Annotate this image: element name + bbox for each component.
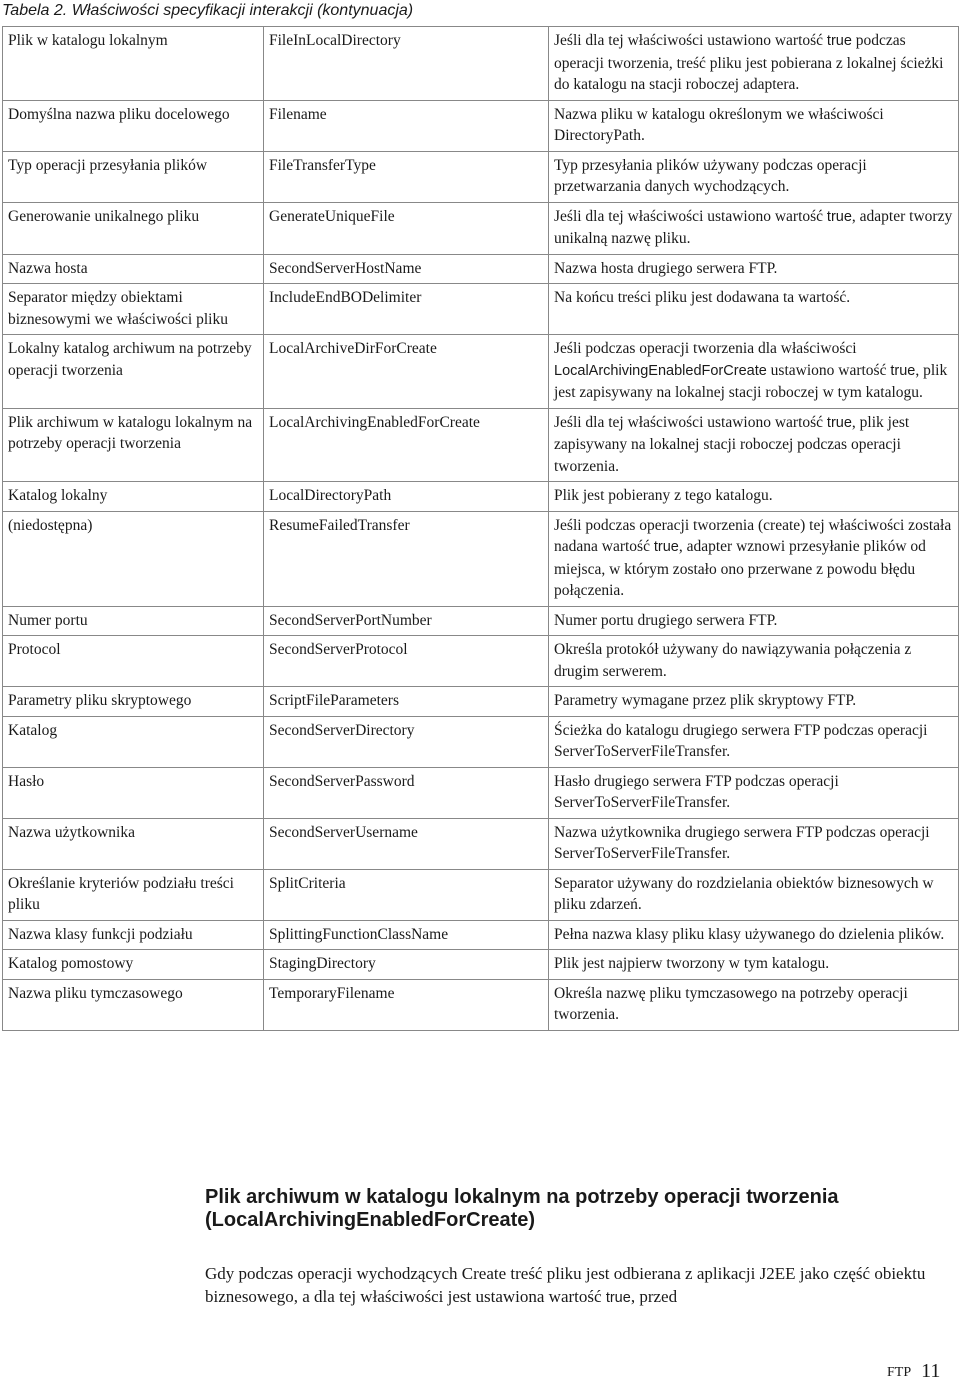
text-run: Ścieżka do katalogu drugiego serwera FTP podczas operacji ServerToServerFileTransfer. <box>554 721 928 760</box>
property-display-name: Parametry pliku skryptowego <box>3 687 264 717</box>
property-display-name: Hasło <box>3 767 264 818</box>
property-display-name: Numer portu <box>3 606 264 636</box>
property-description <box>549 335 959 409</box>
text-run: Plik jest najpierw tworzony w tym katalogu. <box>554 955 830 972</box>
text-run: , przed <box>630 1287 678 1306</box>
property-display-name: Typ operacji przesyłania plików <box>3 151 264 202</box>
specification-properties-table <box>2 26 959 1031</box>
property-identifier: GenerateUniqueFile <box>264 202 549 254</box>
property-description <box>549 27 959 101</box>
property-description <box>549 716 959 767</box>
property-description <box>549 408 959 482</box>
code-term: true <box>826 33 852 49</box>
text-run: Jeśli dla tej właściwości ustawiono wartość <box>554 32 827 49</box>
text-run: Na końcu treści pliku jest dodawana ta wartość. <box>554 289 851 306</box>
text-run: ustawiono wartość <box>766 361 891 379</box>
property-identifier: SplittingFunctionClassName <box>264 920 549 950</box>
property-display-name: Nazwa hosta <box>3 254 264 284</box>
property-identifier: ResumeFailedTransfer <box>264 511 549 606</box>
property-display-name: Katalog lokalny <box>3 482 264 512</box>
property-identifier: SecondServerPortNumber <box>264 606 549 636</box>
property-identifier: SecondServerDirectory <box>264 716 549 767</box>
property-display-name: Protocol <box>3 636 264 687</box>
text-run: Gdy podczas operacji wychodzących Create treść pliku jest odbierana z aplikacji J2EE jako część obiektu biznesowego, a dla tej właściwości jest ustawiona wartość <box>205 1264 926 1306</box>
text-run: , adapter tworzy unikalną nazwę pliku. <box>554 207 953 247</box>
section-heading: Plik archiwum w katalogu lokalnym na potrzeby operacji tworzenia (LocalArchivingEnabledForCreate) <box>205 1186 839 1231</box>
property-identifier: SecondServerPassword <box>264 767 549 818</box>
property-identifier: IncludeEndBODelimiter <box>264 284 549 335</box>
text-run: Plik jest pobierany z tego katalogu. <box>554 487 773 504</box>
text-run: Pełna nazwa klasy pliku klasy używanego do dzielenia plików. <box>554 925 945 943</box>
text-run: , plik jest zapisywany na lokalnej stacji roboczej w tym katalogu. <box>554 361 948 401</box>
table-row <box>3 869 959 920</box>
property-display-name: Lokalny katalog archiwum na potrzeby operacji tworzenia <box>3 335 264 409</box>
property-identifier: SecondServerUsername <box>264 818 549 869</box>
property-description <box>549 636 959 687</box>
table-caption: Tabela 2. Właściwości specyfikacji interakcji (kontynuacja) <box>2 2 414 19</box>
text-run: Nazwa pliku w katalogu określonym we właściwości DirectoryPath. <box>554 105 884 144</box>
table-row <box>3 335 959 409</box>
code-term: LocalArchivingEnabledForCreate <box>554 362 767 379</box>
property-description <box>549 151 959 202</box>
code-term: true <box>826 208 852 225</box>
property-display-name: Separator między obiektami biznesowymi we właściwości pliku <box>3 284 264 335</box>
text-run: , plik jest zapisywany na lokalnej stacji roboczej podczas operacji tworzenia. <box>554 413 910 475</box>
table-row <box>3 687 959 717</box>
table-row <box>3 511 959 606</box>
property-description <box>549 818 959 869</box>
property-display-name: Generowanie unikalnego pliku <box>3 202 264 254</box>
property-identifier: LocalArchiveDirForCreate <box>264 335 549 409</box>
property-display-name: (niedostępna) <box>3 511 264 606</box>
table-body <box>3 27 959 1031</box>
table-row <box>3 151 959 202</box>
table-row <box>3 100 959 151</box>
table-row <box>3 606 959 636</box>
table-row <box>3 716 959 767</box>
table-row <box>3 950 959 980</box>
property-description <box>549 687 959 717</box>
table-row <box>3 284 959 335</box>
code-term: true <box>890 362 916 379</box>
property-display-name: Plik archiwum w katalogu lokalnym na potrzeby operacji tworzenia <box>3 408 264 482</box>
property-description <box>549 869 959 920</box>
text-run: Nazwa hosta drugiego serwera FTP. <box>554 259 778 277</box>
property-description <box>549 284 959 335</box>
text-run: Separator używany do rozdzielania obiektów biznesowych w pliku zdarzeń. <box>554 874 934 913</box>
property-display-name: Określanie kryteriów podziału treści pliku <box>3 869 264 920</box>
text-run: Numer portu drugiego serwera FTP. <box>554 611 778 629</box>
text-run: Jeśli dla tej właściwości ustawiono wartość <box>554 413 827 431</box>
property-identifier: StagingDirectory <box>264 950 549 980</box>
text-run: Typ przesyłania plików używany podczas operacji przetwarzania danych wychodzących. <box>554 156 867 195</box>
text-run: , adapter wznowi przesyłanie plików od miejsca, w którym zostało ono przerwane z powodu błędu połączenia. <box>554 538 926 599</box>
page-number: 11 <box>921 1360 941 1382</box>
table-row <box>3 636 959 687</box>
property-display-name: Plik w katalogu lokalnym <box>3 27 264 101</box>
property-description <box>549 511 959 606</box>
property-description <box>549 254 959 284</box>
section-paragraph <box>205 1262 945 1310</box>
property-description <box>549 100 959 151</box>
property-identifier: TemporaryFilename <box>264 979 549 1030</box>
property-display-name: Nazwa klasy funkcji podziału <box>3 920 264 950</box>
property-identifier: LocalArchivingEnabledForCreate <box>264 408 549 482</box>
code-term: true <box>605 1290 631 1306</box>
text-run: podczas operacji tworzenia, treść pliku jest pobierana z lokalnej ścieżki do katalogu na stacji roboczej adaptera. <box>554 32 944 93</box>
property-description <box>549 979 959 1030</box>
page-footer <box>887 1360 940 1383</box>
property-display-name: Domyślna nazwa pliku docelowego <box>3 100 264 151</box>
table-row <box>3 979 959 1030</box>
property-display-name: Nazwa pliku tymczasowego <box>3 979 264 1030</box>
text-run: Parametry wymagane przez plik skryptowy FTP. <box>554 692 857 709</box>
text-run: Hasło drugiego serwera FTP podczas operacji ServerToServerFileTransfer. <box>554 772 839 811</box>
property-description <box>549 767 959 818</box>
property-identifier: SecondServerHostName <box>264 254 549 284</box>
property-description <box>549 202 959 254</box>
table-row <box>3 767 959 818</box>
property-display-name: Nazwa użytkownika <box>3 818 264 869</box>
code-term: true <box>653 539 679 555</box>
property-description <box>549 482 959 512</box>
table-row <box>3 202 959 254</box>
property-identifier: ScriptFileParameters <box>264 687 549 717</box>
text-run: Określa protokół używany do nawiązywania połączenia z drugim serwerem. <box>554 641 912 680</box>
property-identifier: LocalDirectoryPath <box>264 482 549 512</box>
property-description <box>549 950 959 980</box>
text-run: Jeśli podczas operacji tworzenia (create) tej właściwości została nadana wartość <box>554 516 952 555</box>
text-run: Jeśli podczas operacji tworzenia dla właściwości <box>554 340 857 357</box>
table-row <box>3 408 959 482</box>
property-display-name: Katalog pomostowy <box>3 950 264 980</box>
text-run: Nazwa użytkownika drugiego serwera FTP podczas operacji ServerToServerFileTransfer. <box>554 823 930 862</box>
property-identifier: SplitCriteria <box>264 869 549 920</box>
code-term: true <box>826 414 852 431</box>
footer-label: FTP <box>887 1365 912 1380</box>
property-description <box>549 920 959 950</box>
property-display-name: Katalog <box>3 716 264 767</box>
table-row <box>3 818 959 869</box>
text-run: Jeśli dla tej właściwości ustawiono wartość <box>554 207 827 225</box>
property-identifier: Filename <box>264 100 549 151</box>
text-run: Określa nazwę pliku tymczasowego na potrzeby operacji tworzenia. <box>554 984 908 1023</box>
table-row <box>3 27 959 101</box>
property-identifier: FileInLocalDirectory <box>264 27 549 101</box>
property-description <box>549 606 959 636</box>
property-identifier: FileTransferType <box>264 151 549 202</box>
table-row <box>3 254 959 284</box>
table-row <box>3 482 959 512</box>
table-row <box>3 920 959 950</box>
property-identifier: SecondServerProtocol <box>264 636 549 687</box>
